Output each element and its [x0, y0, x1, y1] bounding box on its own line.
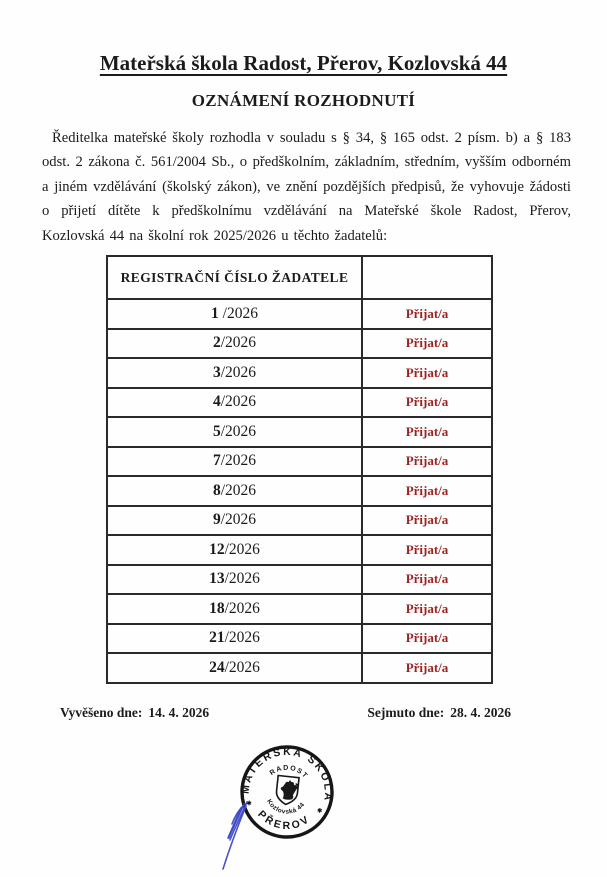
table-row: [107, 476, 492, 506]
posted-date-value: 14. 4. 2026: [148, 704, 210, 720]
registration-number: 7: [212, 452, 221, 470]
admission-result: Přijat/a: [362, 417, 492, 447]
registration-number-cell: [107, 594, 362, 624]
document-subtitle: OZNÁMENÍ ROZHODNUTÍ: [191, 91, 416, 110]
footer-dates: [0, 705, 607, 721]
registration-number-cell: [107, 358, 362, 388]
registration-year: /2026: [220, 334, 257, 352]
registration-year: /2026: [224, 599, 260, 617]
table-row: [107, 417, 492, 447]
registration-year: /2026: [220, 481, 257, 499]
table-row: [107, 506, 492, 536]
registration-number-cell: [107, 329, 362, 359]
registration-number-cell: [107, 506, 362, 536]
svg-text:PŘEROV: [254, 807, 314, 835]
admission-result: Přijat/a: [362, 299, 492, 329]
admission-result: Přijat/a: [362, 624, 492, 654]
admission-result: Přijat/a: [362, 358, 492, 388]
applicants-table: [106, 255, 493, 684]
table-row: [107, 594, 492, 624]
registration-year: /2026: [224, 570, 260, 588]
registration-number: 12: [209, 540, 225, 558]
registration-number: 3: [212, 363, 221, 381]
table-row: [107, 447, 492, 477]
stamp-inner-bottom-text: Kozlovská 44: [265, 798, 307, 816]
registration-year: /2026: [220, 363, 257, 381]
removed-date-block: [367, 705, 511, 721]
applicants-table-head: [107, 256, 492, 299]
registration-year: /2026: [220, 393, 257, 411]
registration-year: /2026: [224, 629, 260, 647]
registration-number-cell: [107, 388, 362, 418]
table-row: [107, 329, 492, 359]
table-row: [107, 358, 492, 388]
lion-shield-icon: [275, 775, 299, 805]
page-title: [0, 0, 607, 76]
table-row: [107, 388, 492, 418]
removed-date-value: 28. 4. 2026: [450, 704, 511, 720]
registration-year: /2026: [220, 452, 257, 470]
registration-number: 18: [209, 599, 225, 617]
registration-number: 24: [209, 658, 225, 676]
removed-date-label: Sejmuto dne:: [367, 704, 445, 720]
registration-number-cell: [107, 447, 362, 477]
stamp-outer-bottom-text: PŘEROV: [255, 808, 313, 832]
posted-date-label: Vyvěšeno dne:: [60, 704, 143, 720]
school-name: Mateřská škola Radost, Přerov, Kozlovská 44: [99, 51, 508, 75]
registration-number: 8: [212, 481, 221, 499]
admission-result: Přijat/a: [362, 329, 492, 359]
table-row: [107, 624, 492, 654]
table-row: [107, 653, 492, 683]
stamp-star-right-icon: ✱: [316, 808, 323, 815]
svg-text:Kozlovská 44: [264, 798, 307, 818]
admission-result: Přijat/a: [362, 476, 492, 506]
registration-number-cell: [107, 476, 362, 506]
posted-date-block: [60, 705, 209, 721]
result-header-empty: [362, 256, 492, 299]
decision-paragraph: Ředitelka mateřské školy rozhodla v souladu s § 34, § 165 odst. 2 písm. b) a § 183 odst. 2 zákona č. 561/2004 Sb., o předškolním, základním, středním, vyšším odborném a jiném vzdělávání (školský zákon), ve znění pozdějších předpisů, že vyhovuje žádosti o přijetí dítěte k předškolnímu vzdělávání na Mateřské škole Radost, Přerov, Kozlovská 44 na školní rok 2025/2026 u těchto žadatelů:: [42, 130, 571, 244]
registration-number-cell: [107, 565, 362, 595]
registration-number-cell: [107, 417, 362, 447]
registration-year: /2026: [220, 422, 257, 440]
admission-result: Přijat/a: [362, 565, 492, 595]
registration-number: 9: [212, 511, 221, 529]
table-row: [107, 565, 492, 595]
registration-year: /2026: [224, 658, 260, 676]
admission-result: Přijat/a: [362, 653, 492, 683]
registration-number-cell: [107, 535, 362, 565]
registration-number: 5: [212, 422, 221, 440]
admission-result: Přijat/a: [362, 506, 492, 536]
stamp-outer-top-text: MATEŘSKÁ ŠKOLA: [239, 745, 335, 804]
applicants-table-body: [107, 299, 492, 683]
registration-number: 21: [209, 629, 225, 647]
round-stamp-icon: [236, 740, 339, 841]
registration-number-cell: [107, 299, 362, 329]
registration-number-cell: [107, 624, 362, 654]
admission-result: Přijat/a: [362, 535, 492, 565]
registration-number: 1: [211, 304, 219, 322]
table-row: [107, 535, 492, 565]
admission-result: Přijat/a: [362, 388, 492, 418]
stamp-inner-top-text: RADOST: [268, 764, 310, 781]
registration-number: 2: [212, 334, 221, 352]
svg-text:MATEŘSKÁ ŠKOLA: [240, 740, 339, 803]
admission-result: Přijat/a: [362, 594, 492, 624]
table-row: [107, 299, 492, 329]
registration-number-header: REGISTRAČNÍ ČÍSLO ŽADATELE: [107, 256, 362, 299]
pen-signature: [223, 802, 247, 869]
registration-number-cell: [107, 653, 362, 683]
official-stamp-and-signature: [185, 728, 415, 876]
admission-result: Přijat/a: [362, 447, 492, 477]
table-header-row: [107, 256, 492, 299]
registration-year: /2026: [218, 304, 258, 322]
registration-number: 13: [209, 570, 225, 588]
stamp-star-left-icon: ✱: [246, 800, 252, 808]
registration-number: 4: [212, 393, 221, 411]
svg-text:RADOST: [268, 763, 310, 781]
registration-year: /2026: [224, 540, 260, 558]
registration-year: /2026: [220, 511, 257, 529]
